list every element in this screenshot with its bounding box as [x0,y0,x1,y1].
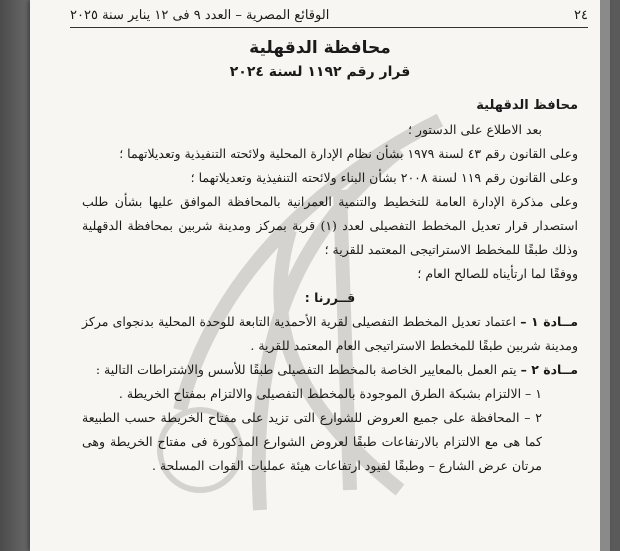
document-title: محافظة الدقهلية [249,38,391,58]
preamble-public-interest: ووفقًا لما ارتأيناه للصالح العام ؛ [417,266,578,281]
article-2 [82,358,578,382]
article-1-label: مــادة ١ – [520,314,578,329]
preamble-memo: وعلى مذكرة الإدارة العامة للتخطيط والتنمية العمرانية بالمحافظة الموافق عليها بشأن طلب استصدار قرار تعديل المخطط التفصيلى لعدد (١) قرية بمركز ومدينة شربين بمحافظة الدقهلية وذلك طبقًا للمخطط الاستراتيجى المعتمد للقرية ؛ [82,194,579,257]
publication-info: الوقائع المصرية – العدد ٩ فى ١٢ يناير سنة ٢٠٢٥ [70,7,330,23]
article-2-label: مــادة ٢ – [520,362,578,377]
article-1-text: اعتماد تعديل المخطط التفصيلى لقرية الأحمدية التابعة للوحدة المحلية بدنجواى مركز ومدينة شربين طبقًا للمخطط الاستراتيجى العام المعتمد للقرية . [82,314,578,353]
header-divider [70,27,588,28]
condition-item-2: ٢ – المحافظة على جميع العروض للشوارع التى تزيد على مفتاح الخريطة حسب الطبيعة كما هى مع الالتزام بالارتفاعات طبقًا لعروض الشوارع المذكورة فى مفتاح الخريطة وهى مرتان عرض الشارع – وطبقًا لقيود ارتفاعات هيئة عمليات القوات المسلحة . [82,410,542,473]
viewer-left-margin [0,0,30,551]
preamble-law-119: وعلى القانون رقم ١١٩ لسنة ٢٠٠٨ بشأن البناء ولائحته التنفيذية وتعديلاتهما ؛ [190,170,578,185]
decided-heading: قــررنا : [304,290,356,305]
document-body [82,94,578,478]
preamble-constitution: بعد الاطلاع على الدستور ؛ [407,122,542,137]
decree-number: قرار رقم ١١٩٢ لسنة ٢٠٢٤ [229,64,411,80]
page-header [70,4,588,26]
issuer-line: محافظ الدقهلية [476,98,578,113]
preamble-law-43: وعلى القانون رقم ٤٣ لسنة ١٩٧٩ بشأن نظام الإدارة المحلية ولائحته التنفيذية وتعديلاتهما ؛ [119,146,578,161]
viewer-right-scroll-edge[interactable] [600,0,610,551]
page-number: ٢٤ [574,7,588,23]
article-2-text: يتم العمل بالمعايير الخاصة بالمخطط التفصيلى طبقًا للأسس والاشتراطات التالية : [95,362,517,377]
condition-item-1: ١ – الالتزام بشبكة الطرق الموجودة بالمخطط التفصيلى والالتزام بمفتاح الخريطة . [118,386,542,401]
document-page [30,0,610,551]
article-1 [82,310,578,358]
